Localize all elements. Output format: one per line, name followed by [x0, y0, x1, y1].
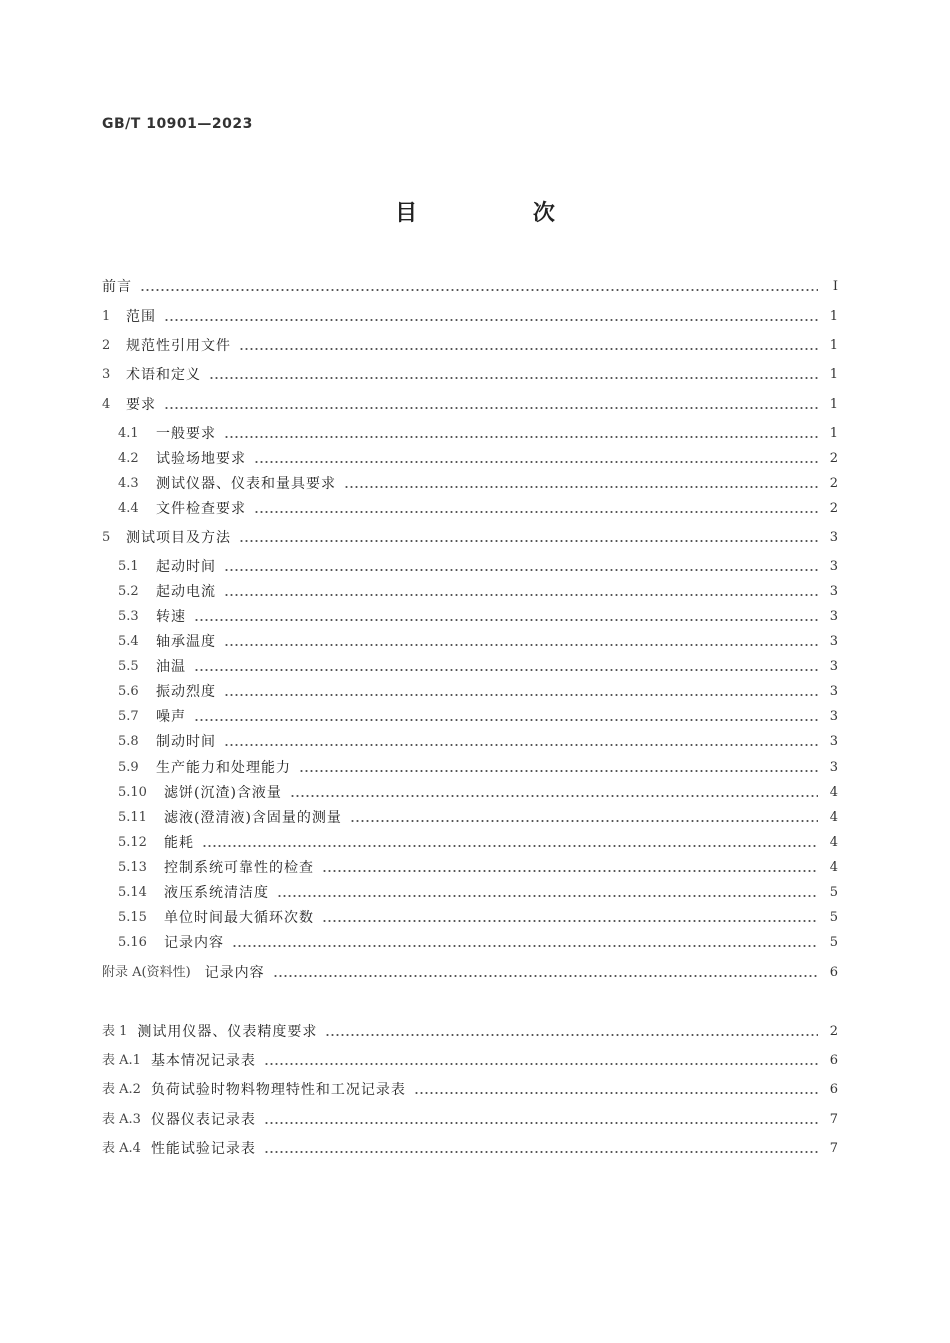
- toc-entry[interactable]: [118, 604, 838, 626]
- toc-entry[interactable]: [102, 525, 838, 547]
- toc-entry-number: 5.9: [118, 760, 139, 775]
- toc-entry-page: 4: [829, 785, 838, 800]
- dot-leader: [254, 510, 818, 514]
- toc-entry[interactable]: [118, 805, 838, 827]
- dot-leader: [194, 668, 818, 672]
- toc-entry[interactable]: [102, 304, 838, 326]
- toc-entry-page: 3: [829, 684, 838, 699]
- toc-entry-title: 单位时间最大循环次数: [164, 910, 314, 926]
- toc-entry-title: 仪器仪表记录表: [150, 1112, 256, 1128]
- standard-code: GB/T 10901—2023: [102, 116, 253, 132]
- toc-entry-number: 5.2: [118, 584, 139, 599]
- toc-entry-page: 5: [829, 935, 838, 950]
- toc-entry-title: 一般要求: [156, 426, 216, 442]
- dot-leader: [224, 643, 818, 647]
- toc-entry[interactable]: [102, 960, 838, 982]
- toc-entry-title: 能耗: [164, 835, 194, 851]
- dot-leader: [202, 844, 818, 848]
- toc-entry-page: 7: [829, 1141, 838, 1156]
- toc-entry-page: 1: [829, 426, 838, 441]
- toc-entry-number: 4: [102, 397, 111, 412]
- toc-entry-number: 5.6: [118, 684, 139, 699]
- toc-entry-title: 起动时间: [156, 559, 216, 575]
- dot-leader: [344, 485, 818, 489]
- toc-entry-page: 4: [829, 835, 838, 850]
- toc-entry[interactable]: [118, 855, 838, 877]
- toc-entry-title: 前言: [102, 279, 132, 295]
- table-list-item[interactable]: [102, 1048, 838, 1070]
- toc-entry-page: 6: [829, 1053, 838, 1068]
- toc-entry-number: 5.4: [118, 634, 139, 649]
- dot-leader: [350, 819, 818, 823]
- toc-entry-title: 基本情况记录表: [150, 1053, 256, 1069]
- toc-entry-number: 表 A.4: [102, 1141, 141, 1156]
- toc-entry-title: 油温: [156, 659, 186, 675]
- toc-entry-number: 3: [102, 367, 111, 382]
- toc-entry[interactable]: [118, 579, 838, 601]
- toc-entry-page: 5: [829, 885, 838, 900]
- toc-entry-number: 4.3: [118, 476, 139, 491]
- dot-leader: [164, 406, 818, 410]
- dot-leader: [140, 288, 818, 292]
- toc-entry-number: 5.12: [118, 835, 147, 850]
- toc-entry-title: 测试仪器、仪表和量具要求: [156, 476, 336, 492]
- toc-entry-title: 振动烈度: [156, 684, 216, 700]
- toc-entry-number: 5.10: [118, 785, 147, 800]
- toc-entry[interactable]: [118, 729, 838, 751]
- toc-entry-page: 3: [829, 609, 838, 624]
- toc-entry-title: 记录内容: [204, 965, 265, 981]
- toc-entry-title: 记录内容: [164, 935, 224, 951]
- toc-entry-page: 2: [829, 476, 838, 491]
- dot-leader: [299, 769, 818, 773]
- toc-entry[interactable]: [118, 629, 838, 651]
- dot-leader: [273, 974, 818, 978]
- dot-leader: [224, 693, 818, 697]
- page-title: 目 次: [395, 201, 609, 226]
- toc-entry-page: 1: [829, 397, 838, 412]
- toc-entry[interactable]: [102, 362, 838, 384]
- toc-entry-title: 制动时间: [156, 734, 216, 750]
- toc-entry[interactable]: [118, 755, 838, 777]
- toc-entry[interactable]: [118, 421, 838, 443]
- dot-leader: [224, 593, 818, 597]
- toc-entry-page: 3: [829, 734, 838, 749]
- toc-entry-number: 5.11: [118, 810, 147, 825]
- toc-entry-number: 表 A.2: [102, 1082, 141, 1097]
- toc-entry-title: 范围: [126, 309, 156, 325]
- dot-leader: [194, 618, 818, 622]
- toc-entry-number: 4.4: [118, 501, 139, 516]
- toc-entry[interactable]: [102, 274, 838, 296]
- toc-entry-number: 4.2: [118, 451, 139, 466]
- dot-leader: [224, 568, 818, 572]
- dot-leader: [264, 1150, 818, 1154]
- toc-entry-number: 5.3: [118, 609, 139, 624]
- toc-entry-page: 3: [829, 709, 838, 724]
- toc-entry[interactable]: [118, 930, 838, 952]
- toc-entry-title: 起动电流: [156, 584, 216, 600]
- dot-leader: [325, 1033, 818, 1037]
- toc-entry-number: 5.1: [118, 559, 139, 574]
- toc-entry-title: 文件检查要求: [156, 501, 246, 517]
- toc-entry-title: 测试用仪器、仪表精度要求: [137, 1024, 318, 1040]
- toc-entry[interactable]: [118, 780, 838, 802]
- dot-leader: [224, 743, 818, 747]
- toc-entry-page: Ⅰ: [832, 279, 838, 294]
- toc-entry-page: 4: [829, 860, 838, 875]
- toc-entry-page: 2: [829, 1024, 838, 1039]
- toc-entry-number: 5.7: [118, 709, 139, 724]
- toc-entry-number: 表 1: [102, 1024, 128, 1039]
- toc-entry-title: 滤液(澄清液)含固量的测量: [164, 810, 342, 826]
- table-list-item[interactable]: [102, 1077, 838, 1099]
- toc-entry-page: 2: [829, 501, 838, 516]
- toc-entry-title: 转速: [156, 609, 186, 625]
- dot-leader: [322, 869, 818, 873]
- dot-leader: [264, 1062, 818, 1066]
- toc-entry-title: 滤饼(沉渣)含液量: [164, 785, 282, 801]
- toc-entry-title: 控制系统可靠性的检查: [164, 860, 314, 876]
- dot-leader: [322, 919, 818, 923]
- toc-entry-title: 生产能力和处理能力: [156, 760, 291, 776]
- toc-entry[interactable]: [102, 333, 838, 355]
- toc-entry-title: 试验场地要求: [156, 451, 246, 467]
- toc-entry-page: 6: [829, 1082, 838, 1097]
- dot-leader: [194, 718, 818, 722]
- toc-entry-page: 3: [829, 559, 838, 574]
- toc-entry-number: 1: [102, 309, 111, 324]
- toc-entry[interactable]: [118, 654, 838, 676]
- toc-entry-page: 3: [829, 634, 838, 649]
- dot-leader: [224, 435, 818, 439]
- toc-entry[interactable]: [118, 679, 838, 701]
- dot-leader: [264, 1121, 818, 1125]
- toc-entry-page: 1: [829, 309, 838, 324]
- toc-entry-page: 4: [829, 810, 838, 825]
- toc-entry-number: 5: [102, 530, 111, 545]
- toc-entry-number: 附录 A(资料性): [102, 965, 191, 980]
- toc-entry-page: 3: [829, 760, 838, 775]
- toc-entry[interactable]: [118, 471, 838, 493]
- dot-leader: [209, 376, 818, 380]
- toc-entry-page: 2: [829, 451, 838, 466]
- toc-entry-title: 术语和定义: [126, 367, 201, 383]
- dot-leader: [254, 460, 818, 464]
- toc-entry-page: 7: [829, 1112, 838, 1127]
- toc-entry[interactable]: [118, 554, 838, 576]
- toc-entry[interactable]: [118, 905, 838, 927]
- toc-entry-title: 规范性引用文件: [126, 338, 231, 354]
- toc-entry-title: 要求: [126, 397, 156, 413]
- toc-entry[interactable]: [118, 880, 838, 902]
- toc-entry-page: 5: [829, 910, 838, 925]
- table-list-item[interactable]: [102, 1019, 838, 1041]
- toc-entry-number: 5.8: [118, 734, 139, 749]
- toc-entry[interactable]: [118, 830, 838, 852]
- toc-entry-number: 表 A.3: [102, 1112, 141, 1127]
- toc-entry-number: 5.13: [118, 860, 147, 875]
- toc-entry-title: 轴承温度: [156, 634, 216, 650]
- toc-entry-title: 噪声: [156, 709, 186, 725]
- dot-leader: [414, 1091, 818, 1095]
- dot-leader: [290, 794, 818, 798]
- toc-entry-title: 性能试验记录表: [150, 1141, 256, 1157]
- toc-entry-number: 5.16: [118, 935, 147, 950]
- table-list-item[interactable]: [102, 1136, 838, 1158]
- toc-entry-number: 表 A.1: [102, 1053, 141, 1068]
- toc-entry-page: 3: [829, 530, 838, 545]
- toc-entry-page: 1: [829, 338, 838, 353]
- toc-entry[interactable]: [118, 496, 838, 518]
- toc-entry-title: 测试项目及方法: [126, 530, 231, 546]
- toc-entry-number: 2: [102, 338, 111, 353]
- toc-entry-number: 5.15: [118, 910, 147, 925]
- toc-entry-title: 负荷试验时物料物理特性和工况记录表: [150, 1082, 406, 1098]
- dot-leader: [164, 318, 818, 322]
- toc-entry-number: 4.1: [118, 426, 139, 441]
- toc-entry[interactable]: [118, 446, 838, 468]
- toc-entry-page: 6: [829, 965, 838, 980]
- toc-entry[interactable]: [118, 704, 838, 726]
- toc-entry-page: 3: [829, 659, 838, 674]
- toc-entry-number: 5.5: [118, 659, 139, 674]
- toc-entry-page: 3: [829, 584, 838, 599]
- toc-entry[interactable]: [102, 392, 838, 414]
- toc-entry-title: 液压系统清洁度: [164, 885, 269, 901]
- table-list-item[interactable]: [102, 1107, 838, 1129]
- dot-leader: [239, 539, 818, 543]
- toc-entry-page: 1: [829, 367, 838, 382]
- dot-leader: [232, 944, 818, 948]
- toc-entry-number: 5.14: [118, 885, 147, 900]
- dot-leader: [239, 347, 818, 351]
- dot-leader: [277, 894, 818, 898]
